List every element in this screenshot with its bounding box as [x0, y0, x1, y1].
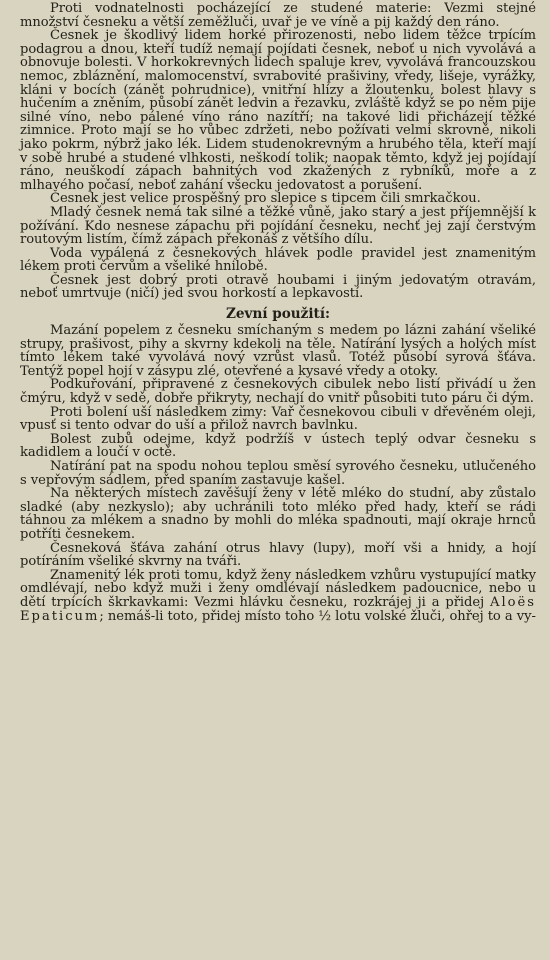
paragraph-earache: Proti bolení uší následkem zimy: Vař česnekovou cibuli v dřevěném oleji, vpusť si tento odvar do uší a přilož navrch bavlnku.: [20, 404, 536, 434]
paragraph-harmful-effects: Česnek je škodlivý lidem horké přirozenosti, nebo lidem těžce trpícím podagrou a dnou, kteří tudíž nemají pojídati česnek, neboť u nich vyvolává a obnovuje bolesti. V horkokrevných lidech spaluje krev, vyvolává francouzskou nemoc, zbláznění, malomocenství, svrabovité prašiviny, vředy, lišeje, vyrážky, kláni v bocích (zánět pohrudnice), vnitřní hlízy a žloutenku, bolest hlavy s hučením a zněním, působí zánět ledvin a řezavku, zvláště když se po něm pije silné víno, nebo pálené víno ráno nazítří; na takové lidi přicházejí těžké zimnice. Proto mají se ho vůbec zdržeti, nebo požívati velmi skrovně, nikoli jako pokrm, nýbrž jako lék. Lidem studenokrevným a hrubého těla, kteří mají v sobě hrubé a studené vlhkosti, neškodí tolik; naopak těmto, když jej pojídají ráno, neuškodí zápach bahnitých vod zkažených z rybníků, moře a z mlhavého počasí, neboť zahání všecku jedovatost a porušení.: [20, 28, 536, 193]
paragraph-poisoning: Česnek jest dobrý proti otravě houbami i jiným jedovatým otravám, neboť umrtvuje (ničí) jed svou horkostí a lepkavostí.: [20, 272, 536, 302]
paragraph-young-garlic: Mladý česnek nemá tak silné a těžké vůně, jako starý a jest příjemnější k požívání. Kdo nesnese zápachu při pojídání česneku, nechť jej zají čerstvým routovým listím, čímž zápach překonáš z většího dílu.: [20, 204, 536, 248]
paragraph-cough: Natírání pat na spodu nohou teplou směsí syrového česneku, utlučeného s vepřovým sádlem, před spaním zastavuje kašel.: [20, 459, 536, 488]
remedy-term: Aloës Epaticum: [20, 594, 536, 624]
fainting-text-start: Znamenitý lék proti tomu, když ženy následkem vzhůru vystupující matky omdlévají, nebo když muži i ženy omdlévají následkem padoucnice, nebo u dětí trpících škrkavkami: Vezmi hlávku česneku, rozkrájej ji a přidej: [20, 567, 536, 610]
paragraph-dropsy: Proti vodnatelnosti pocházející ze studené materie: Vezmi stejné množství česneku a větší zeměžluči, uvař je ve víně a pij každý den ráno.: [20, 1, 536, 30]
section-heading-external-use: Zevní použití:: [225, 306, 331, 323]
external-use-section: [20, 324, 536, 623]
paragraph-distilled-water: Voda vypálená z česnekových hlávek podle pravidel jest znamenitým lékem proti červům a všeliké hnilobě.: [20, 245, 536, 275]
paragraph-ash-ointment: Mazání popelem z česneku smíchaným s medem po lázni zahání všeliké strupy, prašivost, pihy a skvrny kdekoli na těle. Natírání lysých a holých míst tímto lékem také vyvolává nový vzrůst vlasů. Totéž působí syrová šťáva. Tentýž popel hojí v zásypu zlé, otevřené a kysavé vředy a otoky.: [20, 323, 536, 379]
paragraph-milk-snakes: Na některých místech zavěšují ženy v létě mléko do studní, aby zůstalo sladké (aby nezkyslo); aby uchránili toto mléko před hady, kteří se rádi táhnou za mlékem a snadno by mohli do mléka spadnouti, mají okraje hrnců potříti česnekem.: [20, 486, 536, 542]
paragraph-fumigation: Podkuřování, připravené z česnekových cibulek nebo listí přivádí u žen čmýru, když v sedě, dobře přikryty, nechají do vnitř působiti tuto páru či dým.: [20, 377, 536, 407]
internal-use-section: [20, 2, 536, 301]
paragraph-dandruff: Česneková šťáva zahání otrus hlavy (lupy), moří vši a hnidy, a hojí potíráním všeliké skvrny na tváři.: [20, 540, 536, 570]
paragraph-poultry: Česnek jest velice prospěšný pro slepice s tipcem čili smrkačkou.: [50, 191, 481, 207]
fainting-text-end: ; nemáš-li toto, přidej místo toho ½ lotu volské žluči, ohřej to a vy-: [99, 608, 536, 624]
paragraph-toothache: Bolest zubů odejme, když podržíš v ústech teplý odvar česneku s kadidlem a loučí v octě.: [20, 431, 536, 461]
paragraph-fainting: [20, 569, 536, 623]
